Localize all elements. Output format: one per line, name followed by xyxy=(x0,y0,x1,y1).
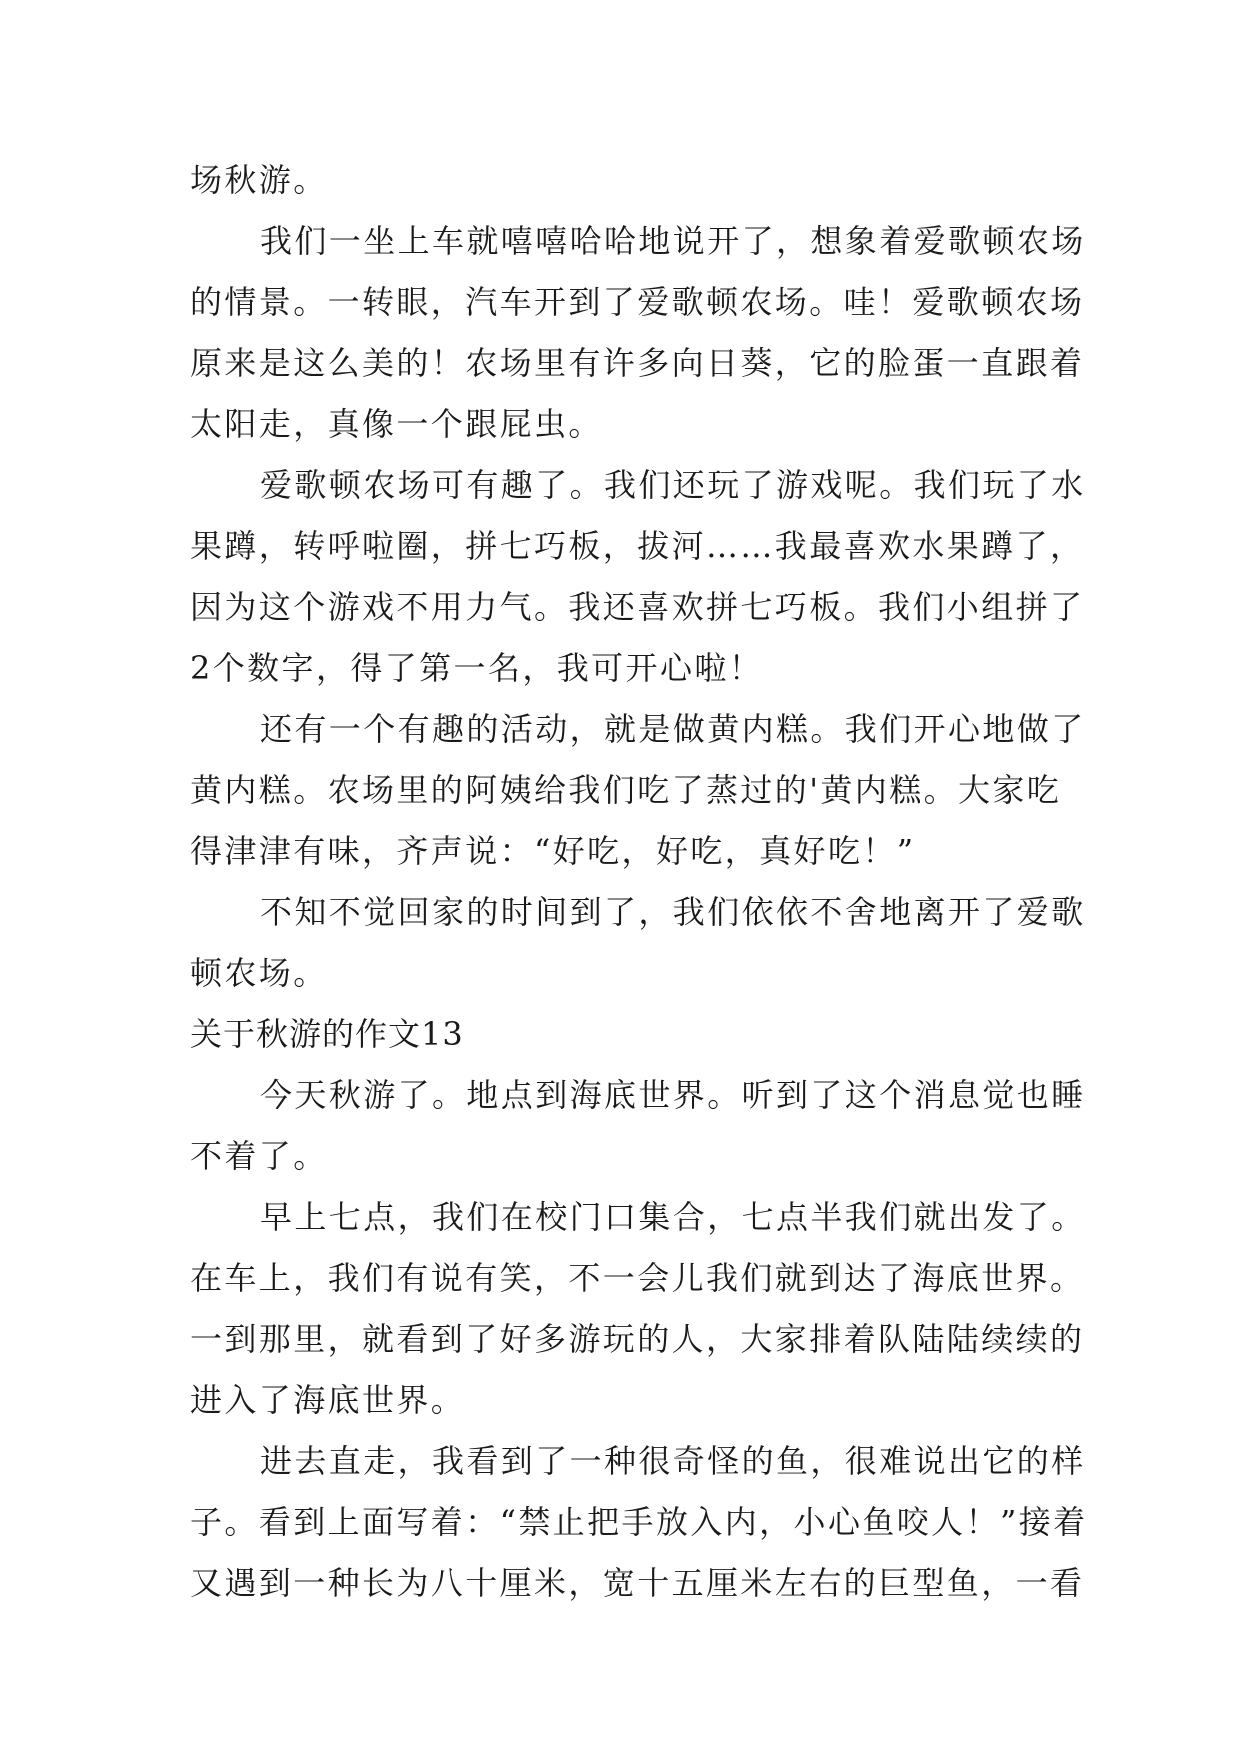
text-line: 场秋游。 xyxy=(190,161,328,199)
text-line: 太阳走，真像一个跟屁虫。 xyxy=(190,405,603,443)
text-line: 不着了。 xyxy=(190,1137,328,1175)
text-line: 又遇到一种长为八十厘米，宽十五厘米左右的巨型鱼，一看 xyxy=(190,1564,1085,1602)
text-line: 在车上，我们有说有笑，不一会儿我们就到达了海底世界。 xyxy=(190,1259,1085,1297)
text-line: 今天秋游了。地点到海底世界。听到了这个消息觉也睡 xyxy=(260,1076,1086,1114)
text-line: 子。看到上面写着：“禁止把手放入内，小心鱼咬人！”接着 xyxy=(190,1503,1088,1541)
text-line: 原来是这么美的！农场里有许多向日葵，它的脸蛋一直跟着 xyxy=(190,344,1085,382)
text-line: 我们一坐上车就嘻嘻哈哈地说开了，想象着爱歌顿农场 xyxy=(260,222,1086,260)
text-line: 因为这个游戏不用力气。我还喜欢拼七巧板。我们小组拼了 xyxy=(190,588,1085,626)
text-line: 得津津有味，齐声说：“好吃，好吃，真好吃！” xyxy=(190,832,916,870)
text-line: 爱歌顿农场可有趣了。我们还玩了游戏呢。我们玩了水 xyxy=(260,466,1086,504)
text-line: 一到那里，就看到了好多游玩的人，大家排着队陆陆续续的 xyxy=(190,1320,1085,1358)
section-heading: 关于秋游的作文13 xyxy=(190,1015,464,1053)
text-line: 不知不觉回家的时间到了，我们依依不舍地离开了爱歌 xyxy=(260,893,1086,931)
text-line: 果蹲，转呼啦圈，拼七巧板，拔河……我最喜欢水果蹲了， xyxy=(190,527,1085,565)
text-line: 黄内糕。农场里的阿姨给我们吃了蒸过的'黄内糕。大家吃 xyxy=(190,771,1062,809)
text-line: 进去直走，我看到了一种很奇怪的鱼，很难说出它的样 xyxy=(260,1442,1086,1480)
text-line: 2个数字，得了第一名，我可开心啦！ xyxy=(190,649,764,687)
document-body xyxy=(190,150,1088,1614)
text-line: 进入了海底世界。 xyxy=(190,1381,466,1419)
text-line: 的情景。一转眼，汽车开到了爱歌顿农场。哇！爱歌顿农场 xyxy=(190,283,1085,321)
text-line: 顿农场。 xyxy=(190,954,328,992)
text-line: 早上七点，我们在校门口集合，七点半我们就出发了。 xyxy=(260,1198,1086,1236)
text-line: 还有一个有趣的活动，就是做黄内糕。我们开心地做了 xyxy=(260,710,1086,748)
